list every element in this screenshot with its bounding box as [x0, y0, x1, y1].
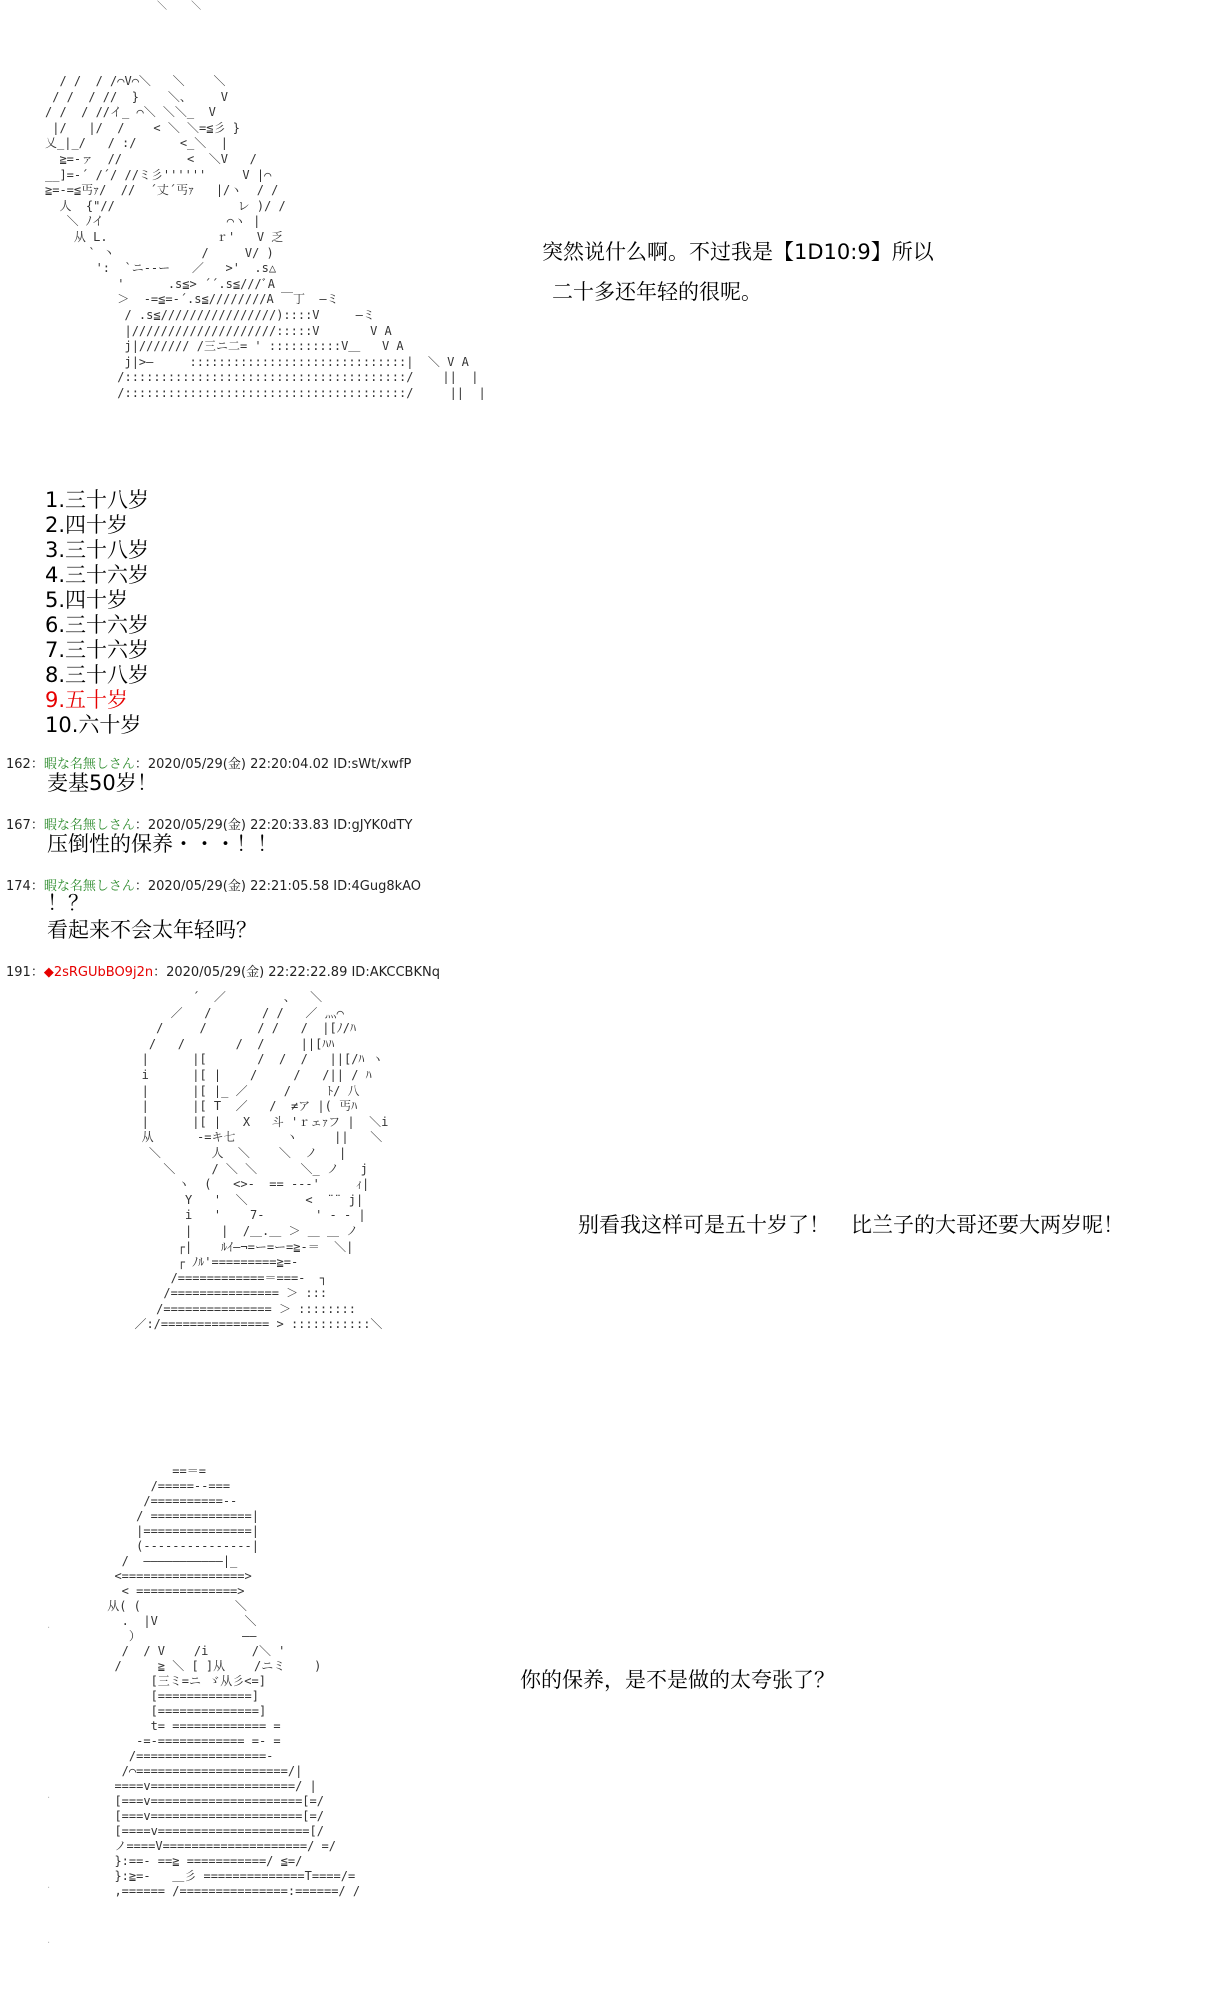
post-header: 167：暇な名無しさん：2020/05/29(金) 22:20:33.83 ID:gJYK0dTY	[6, 818, 413, 833]
faint-mark: .	[47, 1935, 51, 1946]
ascii-art-figure-2: ´ ／ 、 ＼ ／ / / / ／ 灬⌒ / / / / / |[ﾉ/ﾊ / / / / ||[ﾊﾊ | |[ / / / ||[/ﾊ ヽ i |[ | / / /|| / ﾊ | |[ |_ ／ / ﾄ/ 八 | |[ T ／ / ≠ア |( 丐ﾊ | |[ | X 斗 'ｒェｧフ | ＼i 从 -=キ七 ヽ || ＼ ＼ 人 ＼ ＼ ノ | ＼ / ＼ ＼ ＼_ ノ j ヽ ( <>- == ---' ｨ| Y ' ＼ < ¨¨ j| i ' 7- ' ‐ ‐ | | | /＿.＿ ＞ ＿ ＿ ノ ┌| ﾙｲ―¬=ー=ー=≧-＝ ＼| ┌ ﾉﾙ'=========≧=- /============＝===- ┐ /=============== ＞ ::: /=============== ＞ :::::::: ／:/=============== > :::::::::::＼	[134, 990, 389, 1332]
post-meta: ：2020/05/29(金) 22:20:04.02 ID:sWt/xwfP	[134, 757, 412, 772]
ascii-art-top-fragment: ＼ ＼	[145, 1, 202, 12]
poster-name[interactable]: 暇な名無しさん	[43, 757, 135, 772]
speech-second: 别看我这样可是五十岁了！ 比兰子的大哥还要大两岁呢！	[578, 1213, 1124, 1237]
faint-mark: .	[47, 1790, 51, 1801]
ascii-art-figure-3: ==＝= /=====--=== /==========-- / ==============| |===============| (---------------| / ―――――――――――|_ <=================> < ==============> 从( ( ＼ . |V ＼ ） ―― / / V /i /＼ ' / ≧ ＼ [ ]从 /ニミ ) [三ミ=ニ ゞ从彡<=] [=============] [==============] t= ============= = -=-============ =- = /==================- /⌒=====================/| ====v====================/ | [===v=====================[=/ [===v=====================[=/ [====v=====================[/ ノ====V====================/ =/ }:==- ==≧ ===========/ ≦=/ }:≧=- ＿彡 ==============T====/= ,====== /===============:======/ /	[107, 1464, 361, 1898]
post-number: 174	[6, 879, 31, 894]
post-number: 167	[6, 818, 31, 833]
list-item: 6.三十六岁	[45, 613, 150, 637]
post-body: 压倒性的保养・・・！！	[47, 832, 278, 856]
post-header: 162：暇な名無しさん：2020/05/29(金) 22:20:04.02 ID:sWt/xwfP	[6, 757, 412, 772]
speech-first	[542, 232, 934, 312]
list-item: 1.三十八岁	[45, 488, 150, 512]
post-header-author: 191：◆2sRGUbBO9j2n：2020/05/29(金) 22:22:22.89 ID:AKCCBKNq	[6, 965, 440, 980]
post-header: 174：暇な名無しさん：2020/05/29(金) 22:21:05.58 ID:4Gug8kAO	[6, 879, 422, 894]
list-item: 3.三十八岁	[45, 538, 150, 562]
post-meta: ：2020/05/29(金) 22:21:05.58 ID:4Gug8kAO	[134, 879, 422, 894]
speech-third: 你的保养，是不是做的太夸张了？	[520, 1668, 835, 1692]
list-item: 2.四十岁	[45, 513, 129, 537]
post-number: 191	[6, 965, 31, 980]
dice-result-list	[45, 488, 149, 738]
speech-first-line-1: 突然说什么啊。不过我是【1D10:9】所以	[542, 240, 934, 264]
post-meta: ：2020/05/29(金) 22:22:22.89 ID:AKCCBKNq	[153, 965, 440, 980]
post-body: ！？ 看起来不会太年轻吗？	[47, 891, 257, 942]
faint-mark: .	[47, 1620, 51, 1631]
post-meta: ：2020/05/29(金) 22:20:33.83 ID:gJYK0dTY	[134, 818, 413, 833]
faint-mark: .	[47, 1880, 51, 1891]
post-number: 162	[6, 757, 31, 772]
list-item: 7.三十六岁	[45, 638, 150, 662]
list-item: 10.六十岁	[45, 713, 142, 737]
speech-first-line-2: 二十多还年轻的很呢。	[552, 280, 762, 304]
list-item-highlighted: 9.五十岁	[45, 688, 129, 712]
post-body: 麦基50岁！	[47, 771, 158, 795]
poster-name[interactable]: 暇な名無しさん	[43, 818, 135, 833]
ascii-art-figure-1: / / / /⌒V⌒＼ ＼ ＼ / / / // } ＼、 V / / / //イ_ ⌒＼ ＼＼_ V |/ |/ / < ＼ ＼=≦彡 } 乂_|_/ / :/ <_＼ | ≧=-ァ // < ＼V / __]=-´ /´/ //ミ彡'''''' V |⌒ ≧=-=≦丐ｧ/ // ´丈´丐ｧ |/ヽ / / 人 {"// レ )/ / ＼ ﾉイ ⌒ヽ | 从 L. ｒ' V 乏 ` 丶 / V/ ) ': `ニ--ー ／ >' .s△ ' .s≦> ´´.s≦///ﾞA ＞ -=≦=-´.s≦////////A ￣丁 ―ミ / .s≦////////////////)::::V ―ミ |////////////////////:::::V V A j|/////// /三ニ二= ' ::::::::::V＿ V A j|>― ::::::::::::::::::::::::::::::| ＼ V A /:::::::::::::::::::::::::::::::::::::::/ || | /:::::::::::::::::::::::::::::::::::::::/ || |	[45, 74, 486, 400]
poster-tripcode[interactable]: ◆2sRGUbBO9j2n	[43, 965, 154, 980]
list-item: 8.三十八岁	[45, 663, 150, 687]
list-item: 4.三十六岁	[45, 563, 150, 587]
list-item: 5.四十岁	[45, 588, 129, 612]
poster-name[interactable]: 暇な名無しさん	[43, 879, 135, 894]
